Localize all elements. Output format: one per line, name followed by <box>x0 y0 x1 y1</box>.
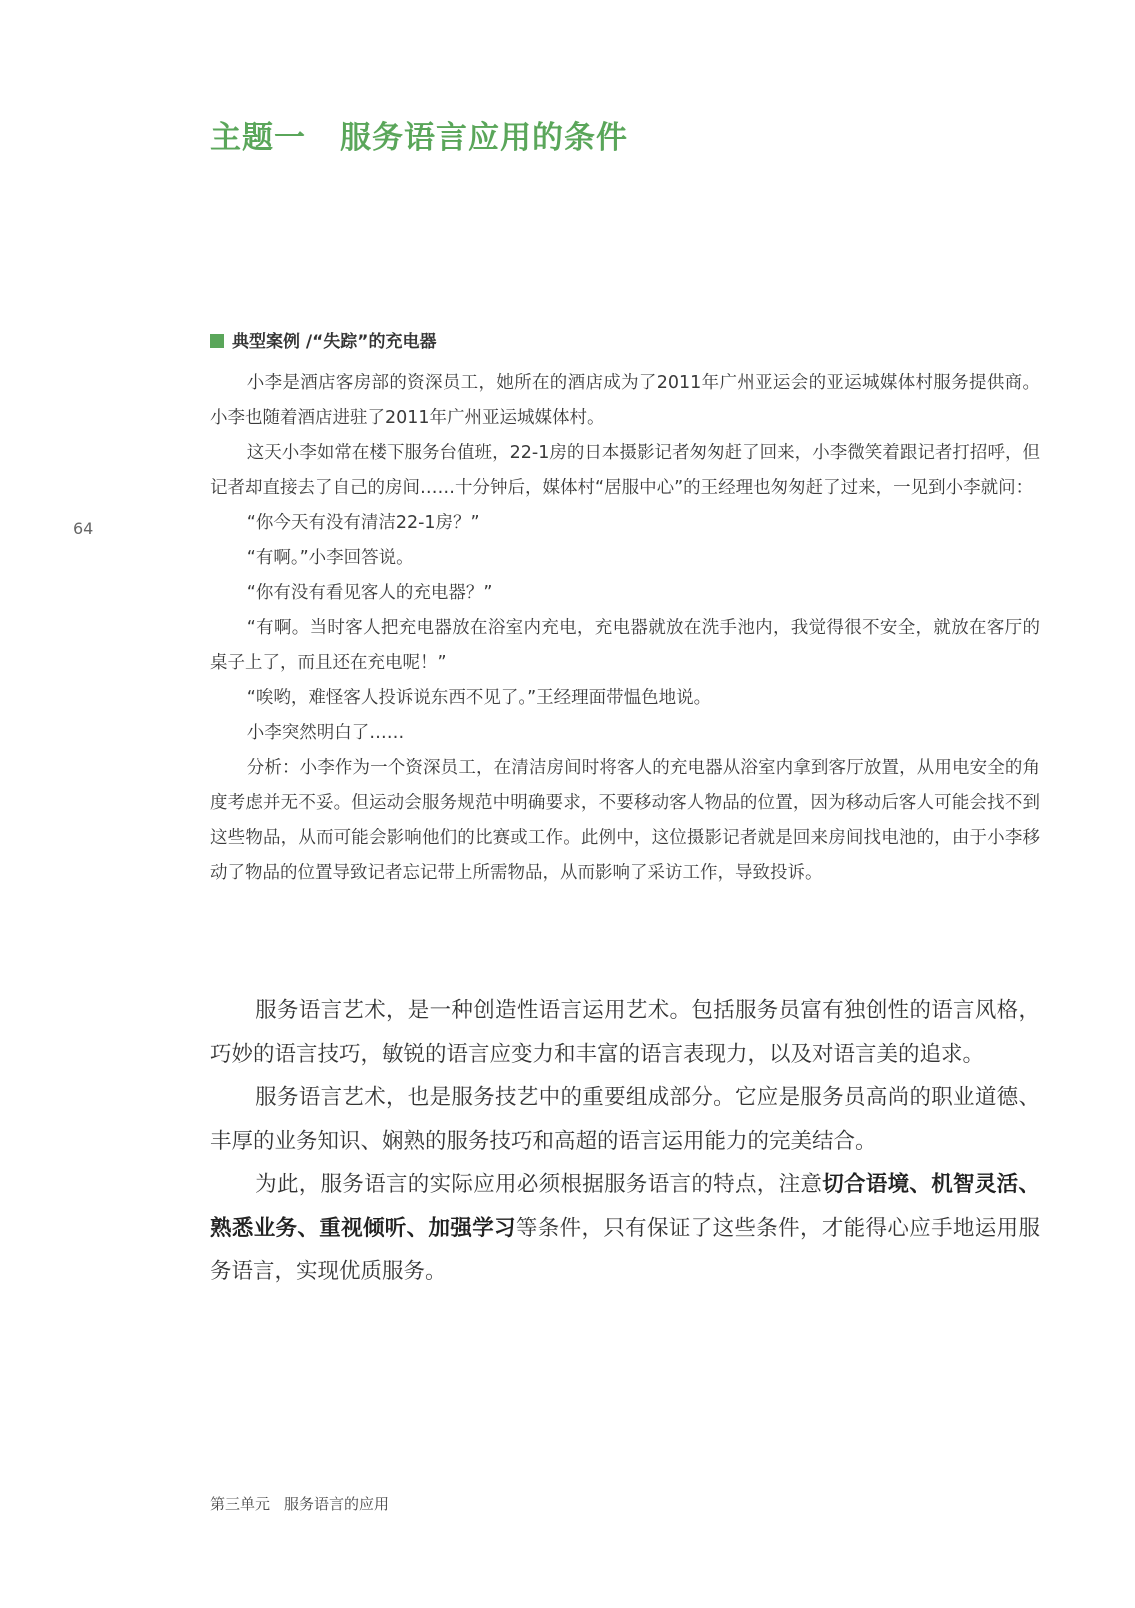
case-analysis: 分析：小李作为一个资深员工，在清洁房间时将客人的充电器从浴室内拿到客厅放置，从用电安全的角度考虑并无不妥。但运动会服务规范中明确要求，不要移动客人物品的位置，因为移动后客人可能会找不到这些物品，从而可能会影响他们的比赛或工作。此例中，这位摄影记者就是回来房间找电池的，由于小李移动了物品的位置导致记者忘记带上所需物品，从而影响了采访工作，导致投诉。 <box>210 758 1040 883</box>
footer-unit-name: 服务语言的应用 <box>284 1495 390 1513</box>
conditions-tail-text: 等条件，只有保证了这些条件，才能得心应手地运用服务语言，实现优质服务。 <box>210 1215 1040 1284</box>
case-paragraph: 这天小李如常在楼下服务台值班，22-1房的日本摄影记者匆匆赶了回来，小李微笑着跟记者打招呼，但记者却直接去了自己的房间……十分钟后，媒体村“居服中心”的王经理也匆匆赶了过来，一见到小李就问： <box>210 443 1040 498</box>
body-paragraph: 服务语言艺术，是一种创造性语言运用艺术。包括服务员富有独创性的语言风格，巧妙的语言技巧，敏锐的语言应变力和丰富的语言表现力，以及对语言美的追求。 <box>210 998 1040 1067</box>
conditions-lead-text: 为此，服务语言的实际应用必须根据服务语言的特点，注意 <box>255 1172 823 1197</box>
theme-name: 服务语言应用的条件 <box>340 120 628 156</box>
case-dialogue-line: “有啊。当时客人把充电器放在浴室内充电，充电器就放在洗手池内，我觉得很不安全，就放在客厅的桌子上了，而且还在充电呢！” <box>210 618 1040 673</box>
page-footer <box>210 1493 389 1514</box>
green-square-icon <box>210 334 224 348</box>
case-dialogue-line: “你今天有没有清洁22-1房？” <box>246 513 480 533</box>
conditions-bold-text: 切合语境、机智灵活、熟悉业务、重视倾听、加强学习 <box>210 1172 1040 1241</box>
case-dialogue-line: “你有没有看见客人的充电器？” <box>246 583 493 603</box>
case-paragraph: 小李是酒店客房部的资深员工，她所在的酒店成为了2011年广州亚运会的亚运城媒体村服务提供商。小李也随着酒店进驻了2011年广州亚运城媒体村。 <box>210 373 1040 428</box>
case-heading-text: 典型案例 /“失踪”的充电器 <box>232 332 437 352</box>
page-number: 64 <box>73 519 94 538</box>
main-text-section <box>210 989 1040 1294</box>
body-paragraph-conditions <box>210 1163 1040 1294</box>
case-dialogue-line: “唉哟，难怪客人投诉说东西不见了。”王经理面带愠色地说。 <box>246 688 712 708</box>
case-study-section <box>210 330 1040 891</box>
body-paragraph: 服务语言艺术，也是服务技艺中的重要组成部分。它应是服务员高尚的职业道德、丰厚的业务知识、娴熟的服务技巧和高超的语言运用能力的完美结合。 <box>210 1085 1040 1154</box>
footer-unit: 第三单元 <box>210 1495 271 1513</box>
case-heading <box>210 330 1040 354</box>
case-paragraph: 小李突然明白了…… <box>246 723 405 743</box>
theme-number: 主题一 <box>210 120 306 156</box>
page-title <box>210 112 628 157</box>
case-dialogue-line: “有啊。”小李回答说。 <box>246 548 414 568</box>
